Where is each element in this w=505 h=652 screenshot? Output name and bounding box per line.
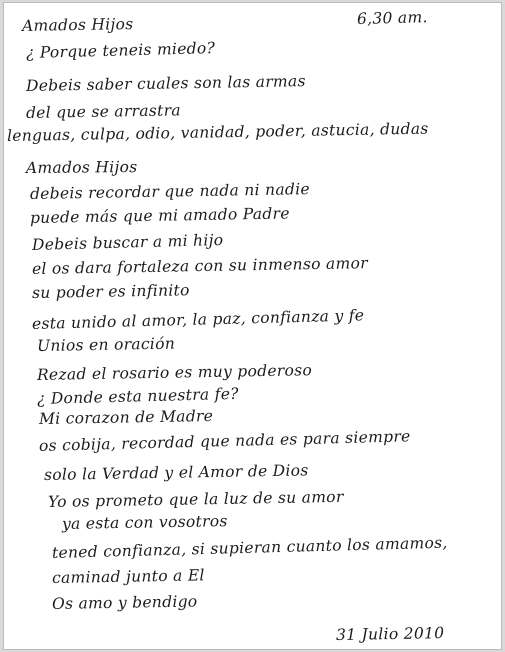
- time-note: 6,30 am.: [356, 8, 428, 28]
- letter-line: Unios en oración: [36, 334, 176, 355]
- letter-line: tened confianza, si supieran cuanto los amamos,: [51, 533, 448, 562]
- letter-line: su poder es infinito: [31, 281, 190, 302]
- letter-line: puede más que mi amado Padre: [29, 204, 290, 227]
- letter-line: debeis recordar que nada ni nadie: [29, 180, 311, 203]
- letter-line: Debeis buscar a mi hijo: [31, 230, 224, 254]
- letter-line: ¿ Porque teneis miedo?: [25, 39, 216, 62]
- letter-line: Os amo y bendigo: [51, 592, 198, 613]
- letter-date: 31 Julio 2010: [335, 624, 445, 644]
- letter-line: esta unido al amor, la paz, confianza y fe: [31, 306, 365, 333]
- letter-page: [3, 2, 502, 650]
- letter-line: Yo os prometo que la luz de su amor: [47, 487, 344, 511]
- letter-line: Mi corazon de Madre: [38, 406, 214, 428]
- letter-line: el os dara fortaleza con su inmenso amor: [31, 254, 369, 278]
- letter-line: Amados Hijos: [21, 15, 134, 35]
- letter-line: Debeis saber cuales son las armas: [25, 72, 306, 95]
- letter-line: ¿ Donde esta nuestra fe?: [36, 384, 240, 408]
- letter-line: lenguas, culpa, odio, vanidad, poder, astucia, dudas: [6, 119, 429, 145]
- letter-line: Amados Hijos: [25, 158, 138, 177]
- letter-line: os cobija, recordad que nada es para siempre: [38, 427, 411, 455]
- letter-line: caminad junto a El: [51, 566, 205, 587]
- letter-line: Rezad el rosario es muy poderoso: [36, 361, 313, 384]
- letter-line: ya esta con vosotros: [61, 512, 228, 533]
- letter-line: solo la Verdad y el Amor de Dios: [43, 461, 309, 484]
- letter-line: del que se arrastra: [25, 101, 182, 122]
